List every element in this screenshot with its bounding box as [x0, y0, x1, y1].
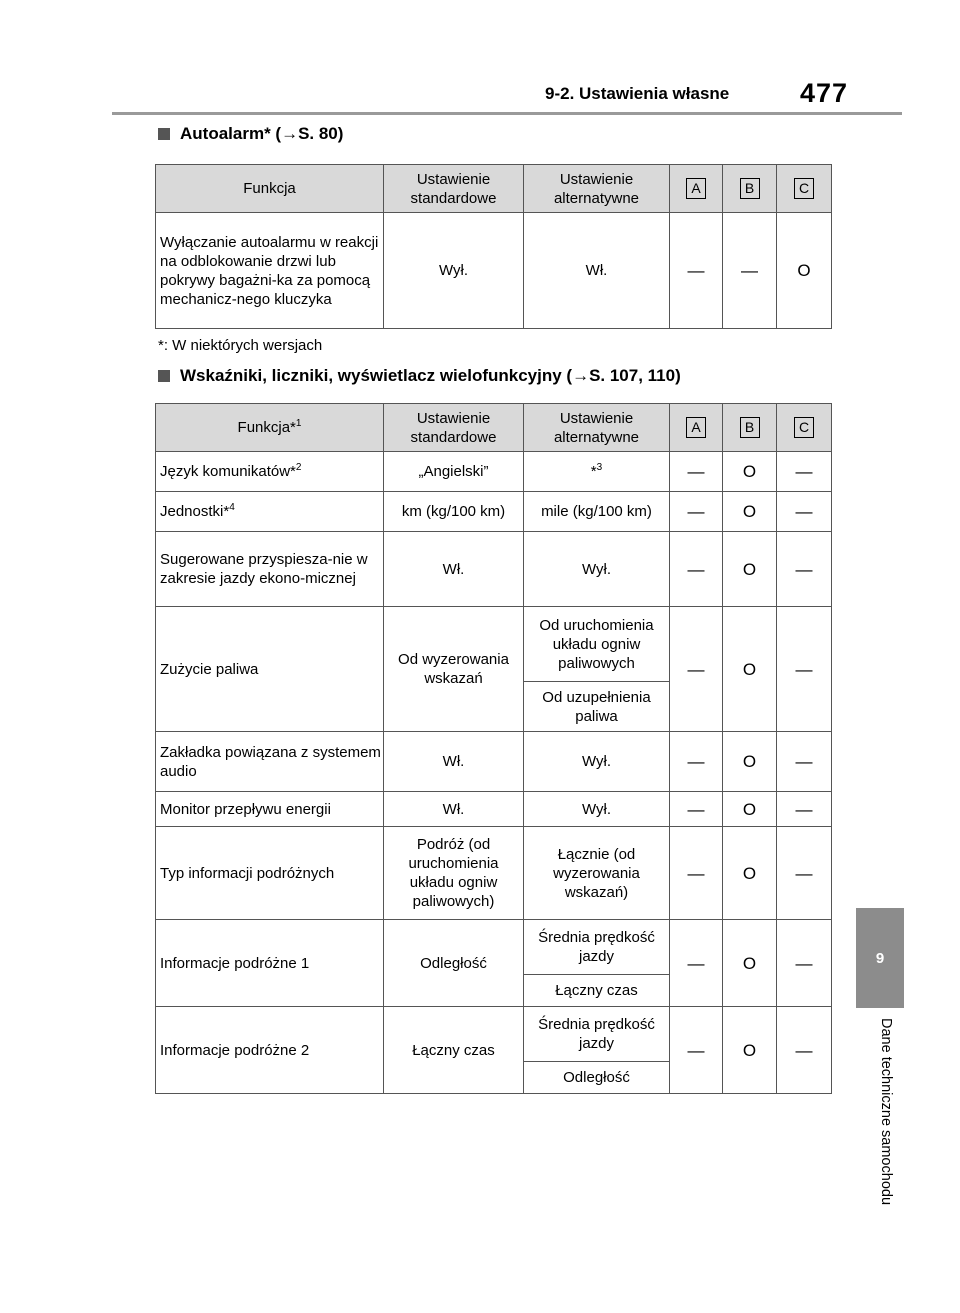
header-funkcja: Funkcja*$^1$ — [156, 404, 384, 452]
table-row — [156, 792, 832, 827]
header-alternative: Ustawienie alternatywne — [524, 404, 670, 452]
table-row — [156, 920, 832, 975]
autoalarm-table — [155, 164, 832, 329]
header-b: B — [740, 417, 760, 438]
cell-alternative-2: Łączny czas — [524, 975, 670, 1007]
cell-b: O — [723, 732, 777, 792]
header-standard: Ustawienie standardowe — [384, 404, 524, 452]
cell-a: — — [670, 607, 723, 732]
chapter-number: 9 — [875, 949, 885, 967]
table-header-row — [156, 165, 832, 213]
wskazniki-table — [155, 403, 832, 1094]
cell-a: — — [670, 827, 723, 920]
cell-c: — — [777, 607, 832, 732]
cell-standard: „Angielski” — [384, 452, 524, 492]
cell-c: — — [777, 1007, 832, 1094]
table-row — [156, 827, 832, 920]
cell-c: — — [777, 452, 832, 492]
chapter-tab — [856, 908, 904, 1008]
cell-alternative: Wył. — [524, 532, 670, 607]
cell-funkcja: Typ informacji podróżnych — [156, 827, 384, 920]
cell-a: — — [670, 1007, 723, 1094]
table-row — [156, 732, 832, 792]
cell-standard: Od wyzerowania wskazań — [384, 607, 524, 732]
header-a: A — [686, 178, 706, 199]
header-alternative: Ustawienie alternatywne — [524, 165, 670, 213]
cell-c: — — [777, 827, 832, 920]
cell-alternative-2: Od uzupełnienia paliwa — [524, 682, 670, 732]
section-autoalarm-heading — [158, 124, 343, 144]
cell-standard: Wł. — [384, 532, 524, 607]
cell-a: — — [670, 732, 723, 792]
cell-c: O — [777, 213, 832, 329]
header-a: A — [686, 417, 706, 438]
cell-funkcja: Jednostki*$^4$ — [156, 492, 384, 532]
cell-b: O — [723, 452, 777, 492]
table-row — [156, 492, 832, 532]
cell-a: — — [670, 213, 723, 329]
section-autoalarm-title: Autoalarm* (→S. 80) — [180, 124, 344, 143]
cell-alternative: mile (kg/100 km) — [524, 492, 670, 532]
section-wskazniki-heading — [158, 366, 681, 386]
header-rule — [112, 112, 902, 115]
square-bullet-icon — [158, 128, 170, 140]
cell-funkcja: Informacje podróżne 2 — [156, 1007, 384, 1094]
cell-standard: Łączny czas — [384, 1007, 524, 1094]
footnote: *: W niektórych wersjach — [158, 337, 323, 354]
cell-a: — — [670, 920, 723, 1007]
cell-a: — — [670, 792, 723, 827]
cell-b: O — [723, 532, 777, 607]
chapter-title: Dane techniczne samochodu — [878, 1018, 894, 1206]
cell-funkcja: Język komunikatów*$^2$ — [156, 452, 384, 492]
cell-alternative: Średnia prędkość jazdy — [524, 1007, 670, 1062]
table-row — [156, 532, 832, 607]
header-c: C — [794, 178, 814, 199]
cell-standard: km (kg/100 km) — [384, 492, 524, 532]
cell-c: — — [777, 532, 832, 607]
cell-b: — — [723, 213, 777, 329]
cell-standard: Podróż (od uruchomienia układu ogniw paliwowych) — [384, 827, 524, 920]
cell-funkcja: Informacje podróżne 1 — [156, 920, 384, 1007]
cell-funkcja: Sugerowane przyspiesza-nie w zakresie jazdy ekono-micznej — [156, 532, 384, 607]
table-row — [156, 452, 832, 492]
table-row — [156, 213, 832, 329]
cell-a: — — [670, 532, 723, 607]
cell-b: O — [723, 827, 777, 920]
cell-c: — — [777, 920, 832, 1007]
cell-b: O — [723, 492, 777, 532]
header-c: C — [794, 417, 814, 438]
cell-funkcja: Wyłączanie autoalarmu w reakcji na odblokowanie drzwi lub pokrywy bagażni-ka za pomocą mechanicz-nego kluczyka — [156, 213, 384, 329]
cell-alternative: Średnia prędkość jazdy — [524, 920, 670, 975]
cell-funkcja: Zużycie paliwa — [156, 607, 384, 732]
square-bullet-icon — [158, 370, 170, 382]
header-b: B — [740, 178, 760, 199]
table-header-row — [156, 404, 832, 452]
cell-b: O — [723, 607, 777, 732]
cell-standard: Odległość — [384, 920, 524, 1007]
table-row — [156, 607, 832, 682]
cell-c: — — [777, 792, 832, 827]
section-header-title: 9-2. Ustawienia własne — [545, 84, 730, 103]
cell-a: — — [670, 452, 723, 492]
cell-alternative-2: Odległość — [524, 1062, 670, 1094]
cell-standard: Wł. — [384, 732, 524, 792]
cell-funkcja: Zakładka powiązana z systemem audio — [156, 732, 384, 792]
cell-alternative: Łącznie (od wyzerowania wskazań) — [524, 827, 670, 920]
cell-standard: Wł. — [384, 792, 524, 827]
header-standard: Ustawienie standardowe — [384, 165, 524, 213]
cell-b: O — [723, 1007, 777, 1094]
cell-funkcja: Monitor przepływu energii — [156, 792, 384, 827]
cell-alternative: *$^3$ — [524, 452, 670, 492]
cell-a: — — [670, 492, 723, 532]
section-wskazniki-title: Wskaźniki, liczniki, wyświetlacz wielofunkcyjny (→S. 107, 110) — [180, 366, 681, 385]
cell-standard: Wył. — [384, 213, 524, 329]
table-row — [156, 1007, 832, 1062]
cell-b: O — [723, 920, 777, 1007]
cell-c: — — [777, 732, 832, 792]
cell-c: — — [777, 492, 832, 532]
header-funkcja: Funkcja — [156, 165, 384, 213]
cell-b: O — [723, 792, 777, 827]
page-number: 477 — [800, 78, 849, 108]
cell-alternative: Wł. — [524, 213, 670, 329]
cell-alternative: Wył. — [524, 792, 670, 827]
cell-alternative: Wył. — [524, 732, 670, 792]
cell-alternative: Od uruchomienia układu ogniw paliwowych — [524, 607, 670, 682]
